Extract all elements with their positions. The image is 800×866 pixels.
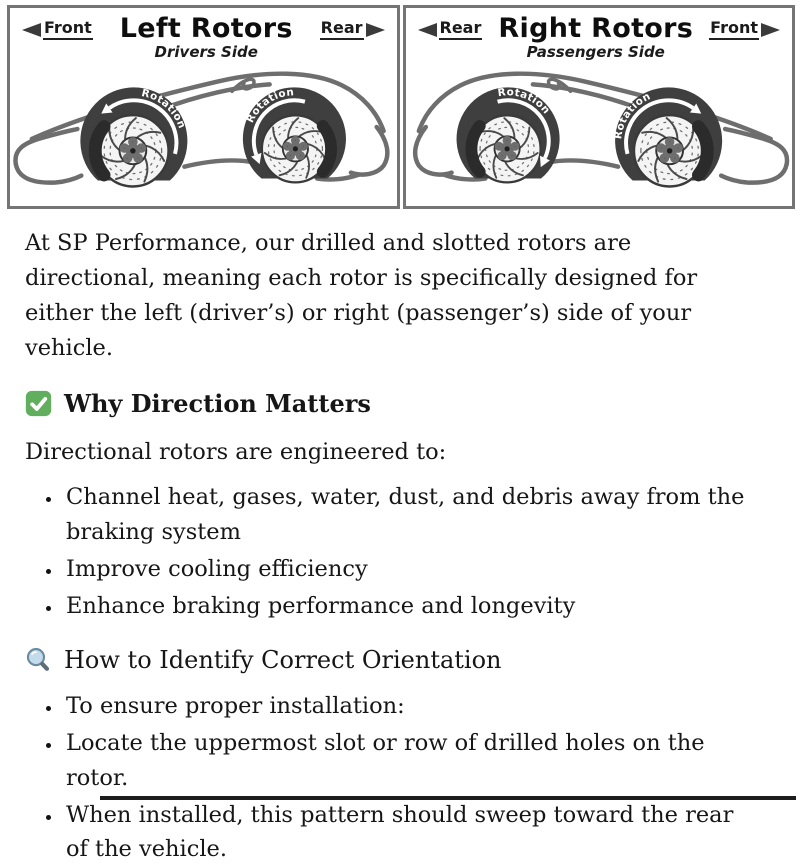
front-direction <box>22 20 93 40</box>
panel-subtitle: Passengers Side <box>526 43 665 62</box>
left-panel-header <box>10 8 397 61</box>
front-label: Front <box>709 20 759 40</box>
left-car-illustration <box>10 55 397 205</box>
bullet-item: • Locate the uppermost slot or row of drilled holes on the rotor. <box>63 726 760 794</box>
magnifying-glass-icon <box>25 647 52 674</box>
rotation-label: Rotation <box>496 86 552 117</box>
arrow-right-icon <box>761 23 780 37</box>
panel-title: Left Rotors <box>119 13 293 44</box>
rear-label: Rear <box>320 20 364 40</box>
right-car-illustration <box>406 55 793 205</box>
left-rotors-panel <box>7 5 400 209</box>
arrow-right-icon <box>366 23 385 37</box>
bullet-item: • To ensure proper installation: <box>63 689 760 723</box>
panel-title: Right Rotors <box>498 13 694 44</box>
benefits-lead: Directional rotors are engineered to: <box>25 439 447 466</box>
right-rotors-panel <box>403 5 796 209</box>
right-panel-titles <box>498 15 693 61</box>
left-panel-titles <box>120 15 293 61</box>
rotor-direction-diagram <box>0 0 800 209</box>
rotation-label: Rotation <box>140 86 188 131</box>
check-mark-icon <box>25 390 52 417</box>
rear-direction <box>418 20 483 40</box>
why-direction-heading <box>25 389 760 418</box>
arrow-left-icon <box>22 23 41 37</box>
heading-text: Why Direction Matters <box>64 389 371 419</box>
bullet-item: • When installed, this pattern should sweep toward the rear of the vehicle. <box>63 798 760 866</box>
panel-subtitle: Drivers Side <box>154 43 258 62</box>
orientation-heading <box>25 646 760 674</box>
heading-text: How to Identify Correct Orientation <box>64 646 502 675</box>
front-label: Front <box>43 20 93 40</box>
rotation-label: Rotation <box>611 90 653 140</box>
right-panel-header <box>406 8 793 61</box>
benefits-list <box>25 480 760 623</box>
bullet-item: • Enhance braking performance and longevity <box>63 589 760 623</box>
arrow-left-icon <box>418 23 437 37</box>
orientation-list <box>25 689 760 866</box>
partial-element-top-border <box>100 796 796 800</box>
front-direction <box>709 20 780 40</box>
rear-label: Rear <box>439 20 483 40</box>
article-body <box>0 226 800 866</box>
rotation-label: Rotation <box>244 86 295 125</box>
rear-direction <box>320 20 385 40</box>
bullet-item: • Improve cooling efficiency <box>63 552 760 586</box>
bullet-item: • Channel heat, gases, water, dust, and debris away from the braking system <box>63 480 760 548</box>
intro-paragraph: At SP Performance, our drilled and slotted rotors are directional, meaning each rotor is specifically designed for either the left (driver’s) or right (passenger’s) side of your vehicle. <box>25 230 698 362</box>
